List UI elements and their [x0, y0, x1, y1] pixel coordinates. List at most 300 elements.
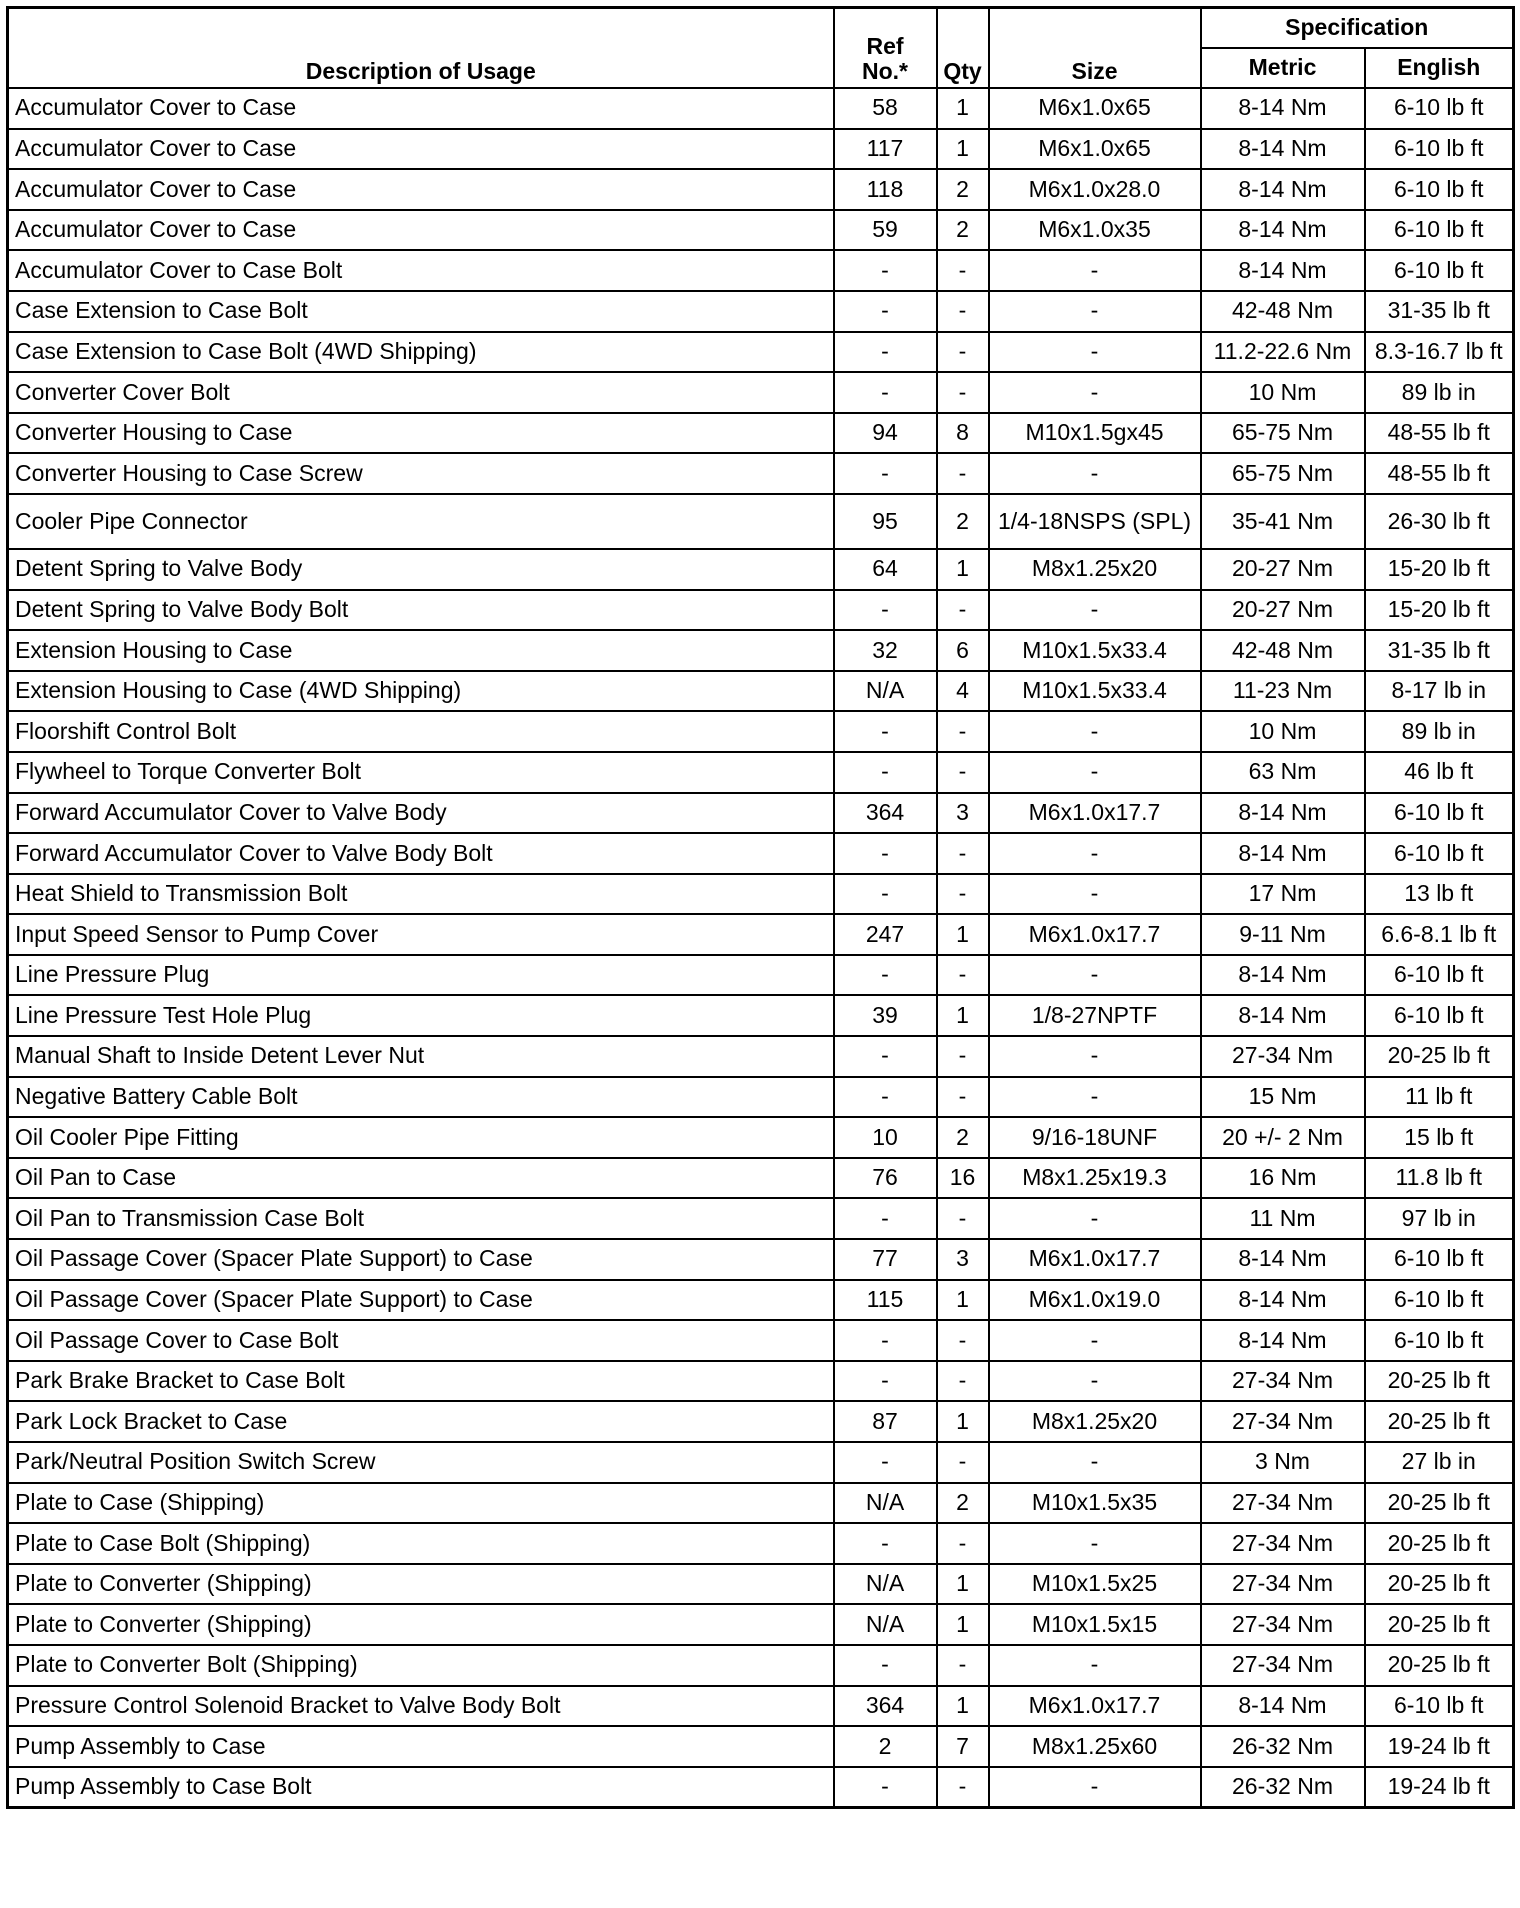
- cell-size: -: [989, 453, 1201, 494]
- cell-ref-no: -: [834, 1361, 937, 1402]
- cell-metric: 63 Nm: [1201, 752, 1365, 793]
- cell-qty: 2: [937, 169, 989, 210]
- cell-size: M6x1.0x19.0: [989, 1280, 1201, 1321]
- cell-english: 6-10 lb ft: [1365, 250, 1514, 291]
- cell-description: Plate to Converter Bolt (Shipping): [8, 1645, 834, 1686]
- cell-english: 6-10 lb ft: [1365, 169, 1514, 210]
- cell-ref-no: -: [834, 752, 937, 793]
- cell-metric: 42-48 Nm: [1201, 630, 1365, 671]
- cell-description: Forward Accumulator Cover to Valve Body Bolt: [8, 833, 834, 874]
- cell-description: Case Extension to Case Bolt: [8, 291, 834, 332]
- cell-description: Cooler Pipe Connector: [8, 494, 834, 549]
- table-row: [8, 1198, 1514, 1239]
- header-ref-no: Ref No.*: [834, 8, 937, 89]
- cell-qty: 16: [937, 1158, 989, 1199]
- cell-description: Input Speed Sensor to Pump Cover: [8, 914, 834, 955]
- cell-qty: 2: [937, 1483, 989, 1524]
- cell-description: Forward Accumulator Cover to Valve Body: [8, 793, 834, 834]
- cell-ref-no: 10: [834, 1117, 937, 1158]
- cell-size: M8x1.25x20: [989, 1401, 1201, 1442]
- cell-qty: -: [937, 1442, 989, 1483]
- cell-english: 19-24 lb ft: [1365, 1726, 1514, 1767]
- cell-size: -: [989, 955, 1201, 996]
- cell-english: 48-55 lb ft: [1365, 413, 1514, 454]
- table-row: [8, 955, 1514, 996]
- cell-english: 89 lb in: [1365, 711, 1514, 752]
- cell-english: 6-10 lb ft: [1365, 955, 1514, 996]
- cell-qty: -: [937, 250, 989, 291]
- table-row: [8, 1645, 1514, 1686]
- cell-ref-no: -: [834, 1767, 937, 1808]
- table-row: [8, 549, 1514, 590]
- table-row: [8, 874, 1514, 915]
- cell-english: 6-10 lb ft: [1365, 833, 1514, 874]
- cell-description: Oil Pan to Transmission Case Bolt: [8, 1198, 834, 1239]
- cell-size: M10x1.5x35: [989, 1483, 1201, 1524]
- cell-size: -: [989, 1320, 1201, 1361]
- cell-description: Line Pressure Plug: [8, 955, 834, 996]
- table-row: [8, 88, 1514, 129]
- cell-qty: 1: [937, 1686, 989, 1727]
- fastener-spec-table: [6, 6, 1515, 1809]
- table-row: [8, 1767, 1514, 1808]
- cell-size: -: [989, 1645, 1201, 1686]
- cell-description: Accumulator Cover to Case Bolt: [8, 250, 834, 291]
- cell-qty: 8: [937, 413, 989, 454]
- cell-size: M10x1.5x33.4: [989, 671, 1201, 712]
- cell-qty: -: [937, 1523, 989, 1564]
- cell-size: M6x1.0x17.7: [989, 914, 1201, 955]
- cell-description: Park/Neutral Position Switch Screw: [8, 1442, 834, 1483]
- cell-metric: 27-34 Nm: [1201, 1645, 1365, 1686]
- cell-size: M6x1.0x17.7: [989, 793, 1201, 834]
- cell-size: -: [989, 833, 1201, 874]
- cell-english: 26-30 lb ft: [1365, 494, 1514, 549]
- table-row: [8, 1239, 1514, 1280]
- cell-description: Park Lock Bracket to Case: [8, 1401, 834, 1442]
- cell-qty: 6: [937, 630, 989, 671]
- cell-qty: -: [937, 955, 989, 996]
- cell-english: 20-25 lb ft: [1365, 1645, 1514, 1686]
- table-row: [8, 1036, 1514, 1077]
- cell-description: Accumulator Cover to Case: [8, 210, 834, 251]
- cell-ref-no: -: [834, 1523, 937, 1564]
- cell-metric: 27-34 Nm: [1201, 1483, 1365, 1524]
- cell-metric: 8-14 Nm: [1201, 955, 1365, 996]
- header-specification: Specification: [1201, 8, 1514, 49]
- cell-size: 1/8-27NPTF: [989, 995, 1201, 1036]
- cell-size: -: [989, 1036, 1201, 1077]
- cell-description: Negative Battery Cable Bolt: [8, 1077, 834, 1118]
- cell-english: 6-10 lb ft: [1365, 793, 1514, 834]
- cell-english: 20-25 lb ft: [1365, 1604, 1514, 1645]
- cell-size: -: [989, 1198, 1201, 1239]
- cell-ref-no: -: [834, 590, 937, 631]
- cell-metric: 8-14 Nm: [1201, 129, 1365, 170]
- cell-description: Converter Cover Bolt: [8, 372, 834, 413]
- cell-english: 20-25 lb ft: [1365, 1401, 1514, 1442]
- cell-metric: 8-14 Nm: [1201, 1320, 1365, 1361]
- cell-english: 6-10 lb ft: [1365, 129, 1514, 170]
- cell-size: M8x1.25x60: [989, 1726, 1201, 1767]
- table-row: [8, 1158, 1514, 1199]
- cell-size: -: [989, 372, 1201, 413]
- cell-metric: 8-14 Nm: [1201, 1280, 1365, 1321]
- cell-size: M10x1.5x33.4: [989, 630, 1201, 671]
- cell-english: 6-10 lb ft: [1365, 995, 1514, 1036]
- table-row: [8, 210, 1514, 251]
- cell-size: 9/16-18UNF: [989, 1117, 1201, 1158]
- cell-qty: -: [937, 1077, 989, 1118]
- cell-description: Plate to Case (Shipping): [8, 1483, 834, 1524]
- cell-english: 11.8 lb ft: [1365, 1158, 1514, 1199]
- cell-metric: 20-27 Nm: [1201, 549, 1365, 590]
- cell-metric: 8-14 Nm: [1201, 88, 1365, 129]
- cell-ref-no: 364: [834, 1686, 937, 1727]
- cell-qty: -: [937, 1645, 989, 1686]
- cell-ref-no: -: [834, 1198, 937, 1239]
- cell-english: 20-25 lb ft: [1365, 1036, 1514, 1077]
- cell-english: 6-10 lb ft: [1365, 210, 1514, 251]
- cell-english: 15 lb ft: [1365, 1117, 1514, 1158]
- cell-ref-no: -: [834, 372, 937, 413]
- cell-size: M10x1.5x15: [989, 1604, 1201, 1645]
- table-row: [8, 250, 1514, 291]
- cell-metric: 10 Nm: [1201, 372, 1365, 413]
- table-row: [8, 1726, 1514, 1767]
- cell-metric: 27-34 Nm: [1201, 1036, 1365, 1077]
- cell-metric: 26-32 Nm: [1201, 1767, 1365, 1808]
- cell-metric: 27-34 Nm: [1201, 1401, 1365, 1442]
- cell-size: M10x1.5x25: [989, 1564, 1201, 1605]
- cell-ref-no: -: [834, 1320, 937, 1361]
- cell-qty: -: [937, 291, 989, 332]
- cell-ref-no: 95: [834, 494, 937, 549]
- cell-ref-no: N/A: [834, 1483, 937, 1524]
- table-header: [8, 8, 1514, 89]
- cell-size: -: [989, 1767, 1201, 1808]
- cell-metric: 17 Nm: [1201, 874, 1365, 915]
- cell-metric: 8-14 Nm: [1201, 995, 1365, 1036]
- header-description: Description of Usage: [8, 8, 834, 89]
- cell-ref-no: 117: [834, 129, 937, 170]
- table-row: [8, 590, 1514, 631]
- table-row: [8, 995, 1514, 1036]
- cell-qty: 1: [937, 914, 989, 955]
- cell-qty: 1: [937, 549, 989, 590]
- cell-description: Plate to Converter (Shipping): [8, 1564, 834, 1605]
- cell-english: 89 lb in: [1365, 372, 1514, 413]
- cell-description: Oil Passage Cover to Case Bolt: [8, 1320, 834, 1361]
- cell-size: 1/4-18NSPS (SPL): [989, 494, 1201, 549]
- table-row: [8, 671, 1514, 712]
- cell-ref-no: 58: [834, 88, 937, 129]
- cell-size: -: [989, 1361, 1201, 1402]
- cell-metric: 27-34 Nm: [1201, 1604, 1365, 1645]
- cell-metric: 8-14 Nm: [1201, 169, 1365, 210]
- cell-size: M6x1.0x28.0: [989, 169, 1201, 210]
- cell-metric: 27-34 Nm: [1201, 1361, 1365, 1402]
- cell-metric: 8-14 Nm: [1201, 210, 1365, 251]
- cell-english: 6-10 lb ft: [1365, 1280, 1514, 1321]
- table-row: [8, 1361, 1514, 1402]
- cell-qty: 1: [937, 1401, 989, 1442]
- cell-ref-no: -: [834, 833, 937, 874]
- cell-metric: 11-23 Nm: [1201, 671, 1365, 712]
- cell-english: 20-25 lb ft: [1365, 1523, 1514, 1564]
- cell-english: 97 lb in: [1365, 1198, 1514, 1239]
- cell-description: Plate to Converter (Shipping): [8, 1604, 834, 1645]
- cell-english: 46 lb ft: [1365, 752, 1514, 793]
- cell-metric: 42-48 Nm: [1201, 291, 1365, 332]
- cell-description: Oil Cooler Pipe Fitting: [8, 1117, 834, 1158]
- cell-size: -: [989, 332, 1201, 373]
- cell-qty: 3: [937, 1239, 989, 1280]
- cell-description: Case Extension to Case Bolt (4WD Shipping): [8, 332, 834, 373]
- cell-ref-no: N/A: [834, 1564, 937, 1605]
- table-row: [8, 793, 1514, 834]
- cell-size: M8x1.25x19.3: [989, 1158, 1201, 1199]
- cell-english: 27 lb in: [1365, 1442, 1514, 1483]
- cell-size: -: [989, 250, 1201, 291]
- cell-qty: -: [937, 711, 989, 752]
- cell-metric: 15 Nm: [1201, 1077, 1365, 1118]
- cell-metric: 8-14 Nm: [1201, 1686, 1365, 1727]
- cell-english: 48-55 lb ft: [1365, 453, 1514, 494]
- cell-metric: 65-75 Nm: [1201, 453, 1365, 494]
- cell-size: M8x1.25x20: [989, 549, 1201, 590]
- cell-size: M6x1.0x65: [989, 88, 1201, 129]
- torque-spec-sheet: [6, 6, 1515, 1809]
- cell-size: -: [989, 291, 1201, 332]
- cell-size: M10x1.5gx45: [989, 413, 1201, 454]
- cell-ref-no: 87: [834, 1401, 937, 1442]
- cell-ref-no: 364: [834, 793, 937, 834]
- cell-english: 15-20 lb ft: [1365, 549, 1514, 590]
- table-row: [8, 494, 1514, 549]
- cell-description: Converter Housing to Case: [8, 413, 834, 454]
- table-row: [8, 1320, 1514, 1361]
- cell-metric: 26-32 Nm: [1201, 1726, 1365, 1767]
- table-row: [8, 1686, 1514, 1727]
- cell-ref-no: -: [834, 453, 937, 494]
- cell-ref-no: 94: [834, 413, 937, 454]
- cell-description: Plate to Case Bolt (Shipping): [8, 1523, 834, 1564]
- cell-metric: 10 Nm: [1201, 711, 1365, 752]
- cell-description: Accumulator Cover to Case: [8, 169, 834, 210]
- cell-description: Oil Passage Cover (Spacer Plate Support) to Case: [8, 1280, 834, 1321]
- cell-size: M6x1.0x17.7: [989, 1686, 1201, 1727]
- cell-qty: -: [937, 1036, 989, 1077]
- cell-description: Pressure Control Solenoid Bracket to Valve Body Bolt: [8, 1686, 834, 1727]
- cell-ref-no: 77: [834, 1239, 937, 1280]
- table-row: [8, 413, 1514, 454]
- table-row: [8, 169, 1514, 210]
- cell-ref-no: 76: [834, 1158, 937, 1199]
- cell-metric: 8-14 Nm: [1201, 833, 1365, 874]
- cell-qty: -: [937, 453, 989, 494]
- cell-metric: 16 Nm: [1201, 1158, 1365, 1199]
- cell-ref-no: 247: [834, 914, 937, 955]
- cell-metric: 3 Nm: [1201, 1442, 1365, 1483]
- cell-qty: -: [937, 332, 989, 373]
- table-row: [8, 332, 1514, 373]
- cell-english: 31-35 lb ft: [1365, 291, 1514, 332]
- cell-size: -: [989, 1523, 1201, 1564]
- cell-english: 20-25 lb ft: [1365, 1361, 1514, 1402]
- cell-qty: -: [937, 833, 989, 874]
- table-row: [8, 1483, 1514, 1524]
- cell-english: 6-10 lb ft: [1365, 1239, 1514, 1280]
- cell-english: 19-24 lb ft: [1365, 1767, 1514, 1808]
- cell-size: -: [989, 1442, 1201, 1483]
- cell-size: M6x1.0x65: [989, 129, 1201, 170]
- cell-metric: 20-27 Nm: [1201, 590, 1365, 631]
- cell-description: Heat Shield to Transmission Bolt: [8, 874, 834, 915]
- cell-description: Park Brake Bracket to Case Bolt: [8, 1361, 834, 1402]
- table-row: [8, 1280, 1514, 1321]
- cell-ref-no: 118: [834, 169, 937, 210]
- table-row: [8, 630, 1514, 671]
- cell-description: Line Pressure Test Hole Plug: [8, 995, 834, 1036]
- table-row: [8, 1523, 1514, 1564]
- cell-qty: 2: [937, 494, 989, 549]
- cell-qty: 2: [937, 1117, 989, 1158]
- table-row: [8, 129, 1514, 170]
- table-row: [8, 914, 1514, 955]
- cell-qty: -: [937, 1320, 989, 1361]
- cell-english: 8.3-16.7 lb ft: [1365, 332, 1514, 373]
- cell-qty: -: [937, 1767, 989, 1808]
- table-row: [8, 453, 1514, 494]
- cell-qty: 7: [937, 1726, 989, 1767]
- cell-size: -: [989, 1077, 1201, 1118]
- cell-qty: 4: [937, 671, 989, 712]
- cell-ref-no: -: [834, 332, 937, 373]
- table-row: [8, 752, 1514, 793]
- header-qty: Qty: [937, 8, 989, 89]
- cell-qty: 2: [937, 210, 989, 251]
- cell-ref-no: -: [834, 250, 937, 291]
- cell-ref-no: -: [834, 1077, 937, 1118]
- header-metric: Metric: [1201, 48, 1365, 88]
- cell-metric: 9-11 Nm: [1201, 914, 1365, 955]
- table-row: [8, 372, 1514, 413]
- cell-size: -: [989, 711, 1201, 752]
- cell-ref-no: 2: [834, 1726, 937, 1767]
- cell-qty: -: [937, 372, 989, 413]
- cell-size: M6x1.0x35: [989, 210, 1201, 251]
- cell-metric: 27-34 Nm: [1201, 1523, 1365, 1564]
- cell-english: 15-20 lb ft: [1365, 590, 1514, 631]
- cell-qty: 3: [937, 793, 989, 834]
- cell-description: Oil Pan to Case: [8, 1158, 834, 1199]
- cell-ref-no: N/A: [834, 671, 937, 712]
- cell-size: -: [989, 590, 1201, 631]
- cell-ref-no: -: [834, 1036, 937, 1077]
- cell-english: 20-25 lb ft: [1365, 1564, 1514, 1605]
- cell-qty: -: [937, 1361, 989, 1402]
- cell-qty: -: [937, 874, 989, 915]
- cell-metric: 35-41 Nm: [1201, 494, 1365, 549]
- header-english: English: [1365, 48, 1514, 88]
- cell-english: 8-17 lb in: [1365, 671, 1514, 712]
- cell-ref-no: -: [834, 874, 937, 915]
- cell-ref-no: -: [834, 291, 937, 332]
- table-body: [8, 88, 1514, 1808]
- table-row: [8, 1401, 1514, 1442]
- cell-ref-no: -: [834, 1442, 937, 1483]
- table-row: [8, 1604, 1514, 1645]
- cell-metric: 11 Nm: [1201, 1198, 1365, 1239]
- cell-metric: 20 +/- 2 Nm: [1201, 1117, 1365, 1158]
- cell-qty: 1: [937, 129, 989, 170]
- cell-english: 6-10 lb ft: [1365, 1686, 1514, 1727]
- cell-ref-no: N/A: [834, 1604, 937, 1645]
- cell-description: Flywheel to Torque Converter Bolt: [8, 752, 834, 793]
- table-row: [8, 1117, 1514, 1158]
- cell-qty: -: [937, 590, 989, 631]
- cell-description: Detent Spring to Valve Body: [8, 549, 834, 590]
- cell-ref-no: 32: [834, 630, 937, 671]
- cell-metric: 8-14 Nm: [1201, 1239, 1365, 1280]
- cell-qty: 1: [937, 1280, 989, 1321]
- cell-description: Floorshift Control Bolt: [8, 711, 834, 752]
- table-row: [8, 1564, 1514, 1605]
- cell-metric: 8-14 Nm: [1201, 793, 1365, 834]
- cell-ref-no: -: [834, 1645, 937, 1686]
- cell-description: Extension Housing to Case (4WD Shipping): [8, 671, 834, 712]
- cell-size: -: [989, 752, 1201, 793]
- cell-description: Pump Assembly to Case Bolt: [8, 1767, 834, 1808]
- cell-size: M6x1.0x17.7: [989, 1239, 1201, 1280]
- cell-size: -: [989, 874, 1201, 915]
- cell-ref-no: -: [834, 711, 937, 752]
- cell-metric: 27-34 Nm: [1201, 1564, 1365, 1605]
- cell-description: Accumulator Cover to Case: [8, 88, 834, 129]
- cell-english: 11 lb ft: [1365, 1077, 1514, 1118]
- cell-qty: 1: [937, 1604, 989, 1645]
- cell-qty: 1: [937, 88, 989, 129]
- table-row: [8, 1442, 1514, 1483]
- table-row: [8, 833, 1514, 874]
- cell-description: Converter Housing to Case Screw: [8, 453, 834, 494]
- cell-english: 6-10 lb ft: [1365, 88, 1514, 129]
- cell-description: Accumulator Cover to Case: [8, 129, 834, 170]
- cell-metric: 8-14 Nm: [1201, 250, 1365, 291]
- cell-ref-no: 115: [834, 1280, 937, 1321]
- cell-description: Manual Shaft to Inside Detent Lever Nut: [8, 1036, 834, 1077]
- table-row: [8, 1077, 1514, 1118]
- cell-qty: -: [937, 1198, 989, 1239]
- cell-description: Detent Spring to Valve Body Bolt: [8, 590, 834, 631]
- cell-qty: 1: [937, 1564, 989, 1605]
- cell-qty: 1: [937, 995, 989, 1036]
- cell-english: 13 lb ft: [1365, 874, 1514, 915]
- cell-metric: 11.2-22.6 Nm: [1201, 332, 1365, 373]
- cell-ref-no: 64: [834, 549, 937, 590]
- cell-metric: 65-75 Nm: [1201, 413, 1365, 454]
- cell-qty: -: [937, 752, 989, 793]
- cell-description: Oil Passage Cover (Spacer Plate Support) to Case: [8, 1239, 834, 1280]
- cell-description: Extension Housing to Case: [8, 630, 834, 671]
- cell-description: Pump Assembly to Case: [8, 1726, 834, 1767]
- cell-english: 31-35 lb ft: [1365, 630, 1514, 671]
- cell-ref-no: 39: [834, 995, 937, 1036]
- cell-ref-no: -: [834, 955, 937, 996]
- cell-english: 6-10 lb ft: [1365, 1320, 1514, 1361]
- cell-ref-no: 59: [834, 210, 937, 251]
